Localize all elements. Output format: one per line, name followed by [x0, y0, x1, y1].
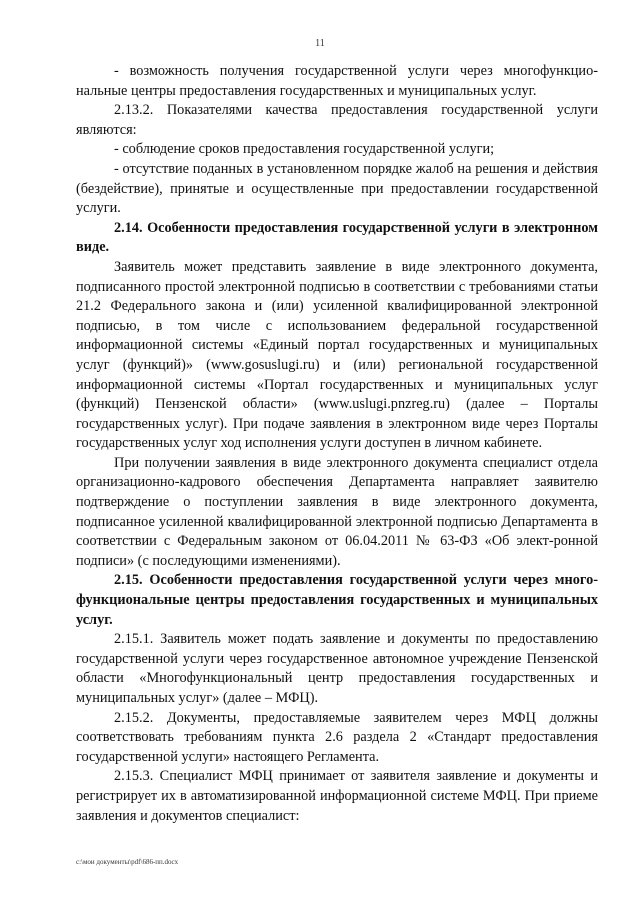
section-heading-2-14: 2.14. Особенности предоставления государственной услуги в электронном виде.: [76, 219, 598, 256]
page-number: 11: [315, 38, 325, 49]
paragraph-no-complaints: - отсутствие поданных в установленном порядке жалоб на решения и действия (бездействие), принятые и осуществленные при предоставлении государственной услуги.: [76, 160, 598, 217]
paragraph-electronic-application: Заявитель может представить заявление в виде электронного документа, подписанного простой электронной подписью в соответствии с требованиями статьи 21.2 Федерального закона и (или) усиленной квалифицированной электронной подписью, в том числе с использованием федеральной государственной информационной системы «Единый портал государственных и муниципальных услуг (функций)» (www.gosuslugi.ru) и (или) региональной государственной информационной системы «Портал государственных и муниципальных услуг (функций) Пензенской области» (www.uslugi.pnzreg.ru) (далее – Порталы государственных услуг). При подаче заявления в электронном виде через Порталы государственных услуг ход исполнения услуги доступен в личном кабинете.: [76, 258, 598, 452]
document-body: [76, 62, 598, 826]
footer-file-path: c:\мои документы\pdf\686-пп.docx: [76, 858, 179, 866]
paragraph-2-15-1: 2.15.1. Заявитель может подать заявление и документы по предоставлению государственной услуги через государственное автономное учреждение Пензенской области «Многофункциональный центр предоставления государственных и муниципальных услуг» (далее – МФЦ).: [76, 631, 598, 706]
paragraph-deadlines: - соблюдение сроков предоставления государственной услуги;: [114, 141, 495, 158]
section-heading-2-15: 2.15. Особенности предоставления государственной услуги через многофункциональные центры предоставления государственных и муниципальных услуг.: [76, 572, 598, 628]
paragraph-2-15-3: 2.15.3. Специалист МФЦ принимает от заявителя заявление и документы и регистрирует их в автоматизированной информационной системе МФЦ. При приеме заявления и документов специалист:: [76, 768, 598, 824]
paragraph-2-15-2: 2.15.2. Документы, предоставляемые заявителем через МФЦ должны соответствовать требованиям пункта 2.6 раздела 2 «Стандарт предоставления государственной услуги» настоящего Регламента.: [76, 709, 598, 765]
paragraph-mfc-possibility: - возможность получения государственной услуги через многофункциональные центры предоставления государственных и муниципальных услуг.: [76, 63, 598, 99]
paragraph-electronic-confirmation: При получении заявления в виде электронного документа специалист отдела организационно-кадрового обеспечения Департамента направляет заявителю подтверждение о поступлении заявления в виде электронного документа, подписанное усиленной квалифицированной электронной подписью Департамента в соответствии с Федеральным законом от 06.04.2011 № 63-ФЗ «Об элект-ронной подписи» (с последующими изменениями).: [76, 454, 598, 569]
paragraph-2-13-2: 2.13.2. Показателями качества предоставления государственной услуги являются:: [76, 102, 598, 138]
